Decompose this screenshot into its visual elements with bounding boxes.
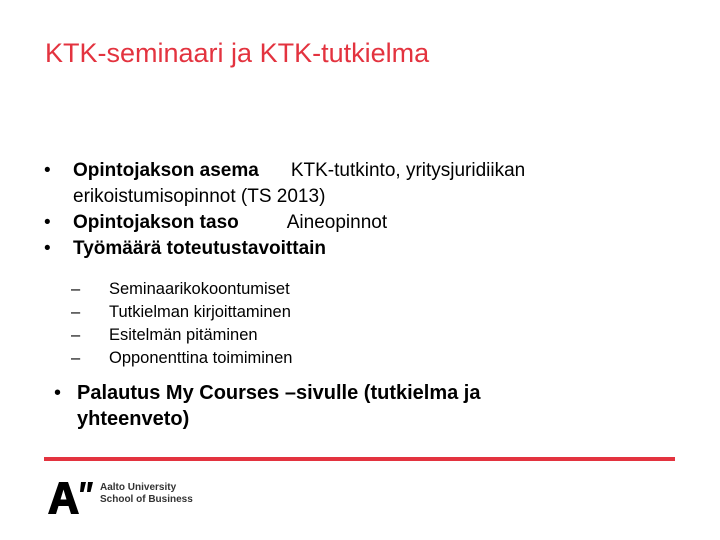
bullet-label: Opintojakson asema: [73, 160, 259, 181]
bullet-dot: •: [44, 238, 51, 259]
sub-item: [71, 324, 684, 347]
bullet-value: Aineopinnot: [286, 212, 388, 233]
submission-line1: Palautus My Courses –sivulle (tutkielma ja: [77, 382, 481, 404]
sub-item: [71, 278, 684, 301]
sub-item-label: Seminaarikokoontumiset: [109, 280, 290, 298]
dash: –: [71, 303, 81, 321]
sub-item-label: Esitelmän pitäminen: [109, 326, 258, 344]
bullet-dot: •: [44, 160, 51, 181]
sub-item-label: Opponenttina toimiminen: [109, 349, 293, 367]
sub-list: [44, 278, 684, 370]
logo-line2: School of Business: [100, 494, 193, 505]
bullet-continuation: erikoistumisopinnot (TS 2013): [73, 186, 326, 207]
sub-item: [71, 347, 684, 370]
sub-item: [71, 301, 684, 324]
sub-item-label: Tutkielman kirjoittaminen: [109, 303, 291, 321]
logo-line1: Aalto University: [100, 482, 177, 493]
bullet-item-submission: [54, 380, 677, 432]
submission-line2: yhteenveto): [77, 408, 190, 430]
bullet-label: Opintojakson taso: [73, 212, 239, 233]
bullet-item: [44, 158, 684, 210]
aalto-logo-mark-icon: [46, 480, 96, 516]
slide-title: KTK-seminaari ja KTK-tutkielma: [45, 38, 430, 68]
bullet-value: KTK-tutkinto, yritysjuridiikan: [290, 160, 526, 181]
logo-text: [100, 482, 193, 506]
bullet-dot: •: [44, 212, 51, 233]
bullet-dot: •: [54, 382, 62, 404]
dash: –: [71, 349, 81, 367]
bullet-item: [44, 236, 684, 262]
divider-line: [44, 457, 675, 461]
bullet-label: Työmäärä toteutustavoittain: [73, 238, 327, 259]
bullet-item: [44, 210, 684, 236]
dash: –: [71, 280, 81, 298]
bullet-list: [44, 158, 684, 370]
dash: –: [71, 326, 81, 344]
